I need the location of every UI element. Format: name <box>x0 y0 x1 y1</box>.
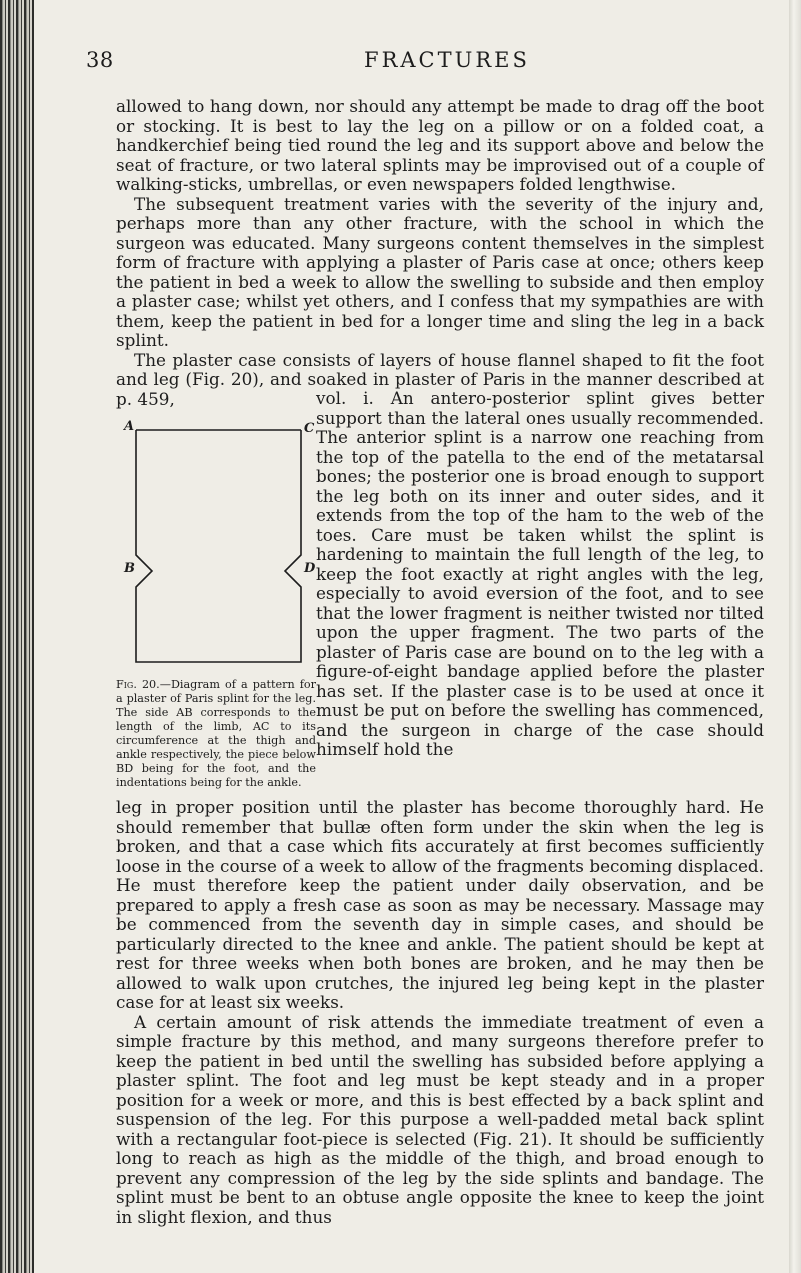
figure-caption <box>116 678 316 790</box>
paragraph: A certain amount of risk attends the immediate treatment of even a simple fracture by this method, and many surgeons therefore prefer to keep the patient in bed until the swelling has subsided before applying a plaster splint. The foot and leg must be kept steady and in a proper position for a week or more, and this is best effected by a back splint and suspension of the leg. For this purpose a well-padded metal back splint with a rectangular foot-piece is selected (Fig. 21). It should be sufficiently long to reach as high as the middle of the thigh, and broad enough to prevent any compression of the leg by the side splints and bandage. The splint must be bent to an obtuse angle opposite the knee to keep the joint in slight flexion, and thus <box>116 1011 764 1227</box>
running-head: FRACTURES <box>364 48 530 72</box>
text-block-top <box>116 97 764 409</box>
paragraph: The plaster case consists of layers of house flannel shaped to fit the foot and leg (Fig. 20), and soaked in plaster of Paris in the manner described at p. 459, <box>116 349 764 409</box>
caption-label: Fig. 20. <box>116 678 160 691</box>
label-c: C <box>304 421 315 436</box>
label-d: D <box>304 561 316 576</box>
book-page <box>34 0 789 1273</box>
paragraph-continued: leg in proper position until the plaster has become thoroughly hard. He should remember that bullæ often form under the skin when the leg is broken, and that a case which fits accurately at first becomes sufficiently loose in the course of a week to allow of the fragments becoming displaced. He must therefore keep the patient under daily observation, and be prepared to apply a fresh case as soon as may be necessary. Massage may be commenced from the seventh day in simple cases, and should be particularly directed to the knee and ankle. The patient should be kept at rest for three weeks when both bones are broken, and he may then be allowed to walk upon crutches, the injured leg being kept in the plaster case for at least six weeks. <box>116 797 764 1012</box>
paragraph-continued: vol. i. An antero-posterior splint gives better support than the lateral ones usually recommended. The anterior splint is a narrow one reaching from the top of the patella to the end of the metatarsal bones; the posterior one is broad enough to support the leg both on its inner and outer sides, and it extends from the top of the ham to the web of the toes. Care must be taken whilst the splint is hardening to maintain the full length of the leg, to keep the foot exactly at right angles with the leg, especially to avoid eversion of the foot, and to see that the lower fragment is neither twisted nor tilted upon the upper fragment. The two parts of the plaster of Paris case are bound on to the leg with a figure-of-eight bandage applied before the plaster has set. If the plaster case is to be used at once it must be put on before the swelling has commenced, and the surgeon in charge of the case should himself hold the <box>316 388 764 759</box>
figure-20-splint-pattern <box>116 419 316 670</box>
page-number: 38 <box>86 48 114 72</box>
page-right-edge <box>789 0 801 1273</box>
caption-text: —Diagram of a pattern for a plaster of Paris splint for the leg. The side AB corresponds to the length of the limb, AC to its circumference at the thigh and ankle respectively, the piece below BD being for the foot, and the indentations being for the ankle. <box>116 678 317 789</box>
paragraph: The subsequent treatment varies with the severity of the injury and, perhaps more than any other fracture, with the school in which the surgeon was educated. Many surgeons content themselves in the simplest form of fracture with applying a plaster of Paris case at once; others keep the patient in bed a week to allow the swelling to subside and then employ a plaster case; whilst yet others, and I confess that my sympathies are with them, keep the patient in bed for a longer time and sling the leg in a back splint. <box>116 193 764 350</box>
label-b: B <box>124 561 135 576</box>
text-wrapped-beside-figure <box>316 389 764 760</box>
page-header <box>34 48 789 78</box>
book-binding-edge <box>0 0 34 1273</box>
text-block-bottom <box>116 798 764 1227</box>
paragraph: allowed to hang down, nor should any attempt be made to drag off the boot or stocking. It is best to lay the leg on a pillow or on a folded coat, a handkerchief being tied round the leg and its support above and below the seat of fracture, or two lateral splints may be improvised out of a couple of walking-sticks, umbrellas, or even newspapers folded lengthwise. <box>116 96 764 194</box>
label-a: A <box>124 419 135 434</box>
splint-pattern-diagram <box>116 425 312 670</box>
